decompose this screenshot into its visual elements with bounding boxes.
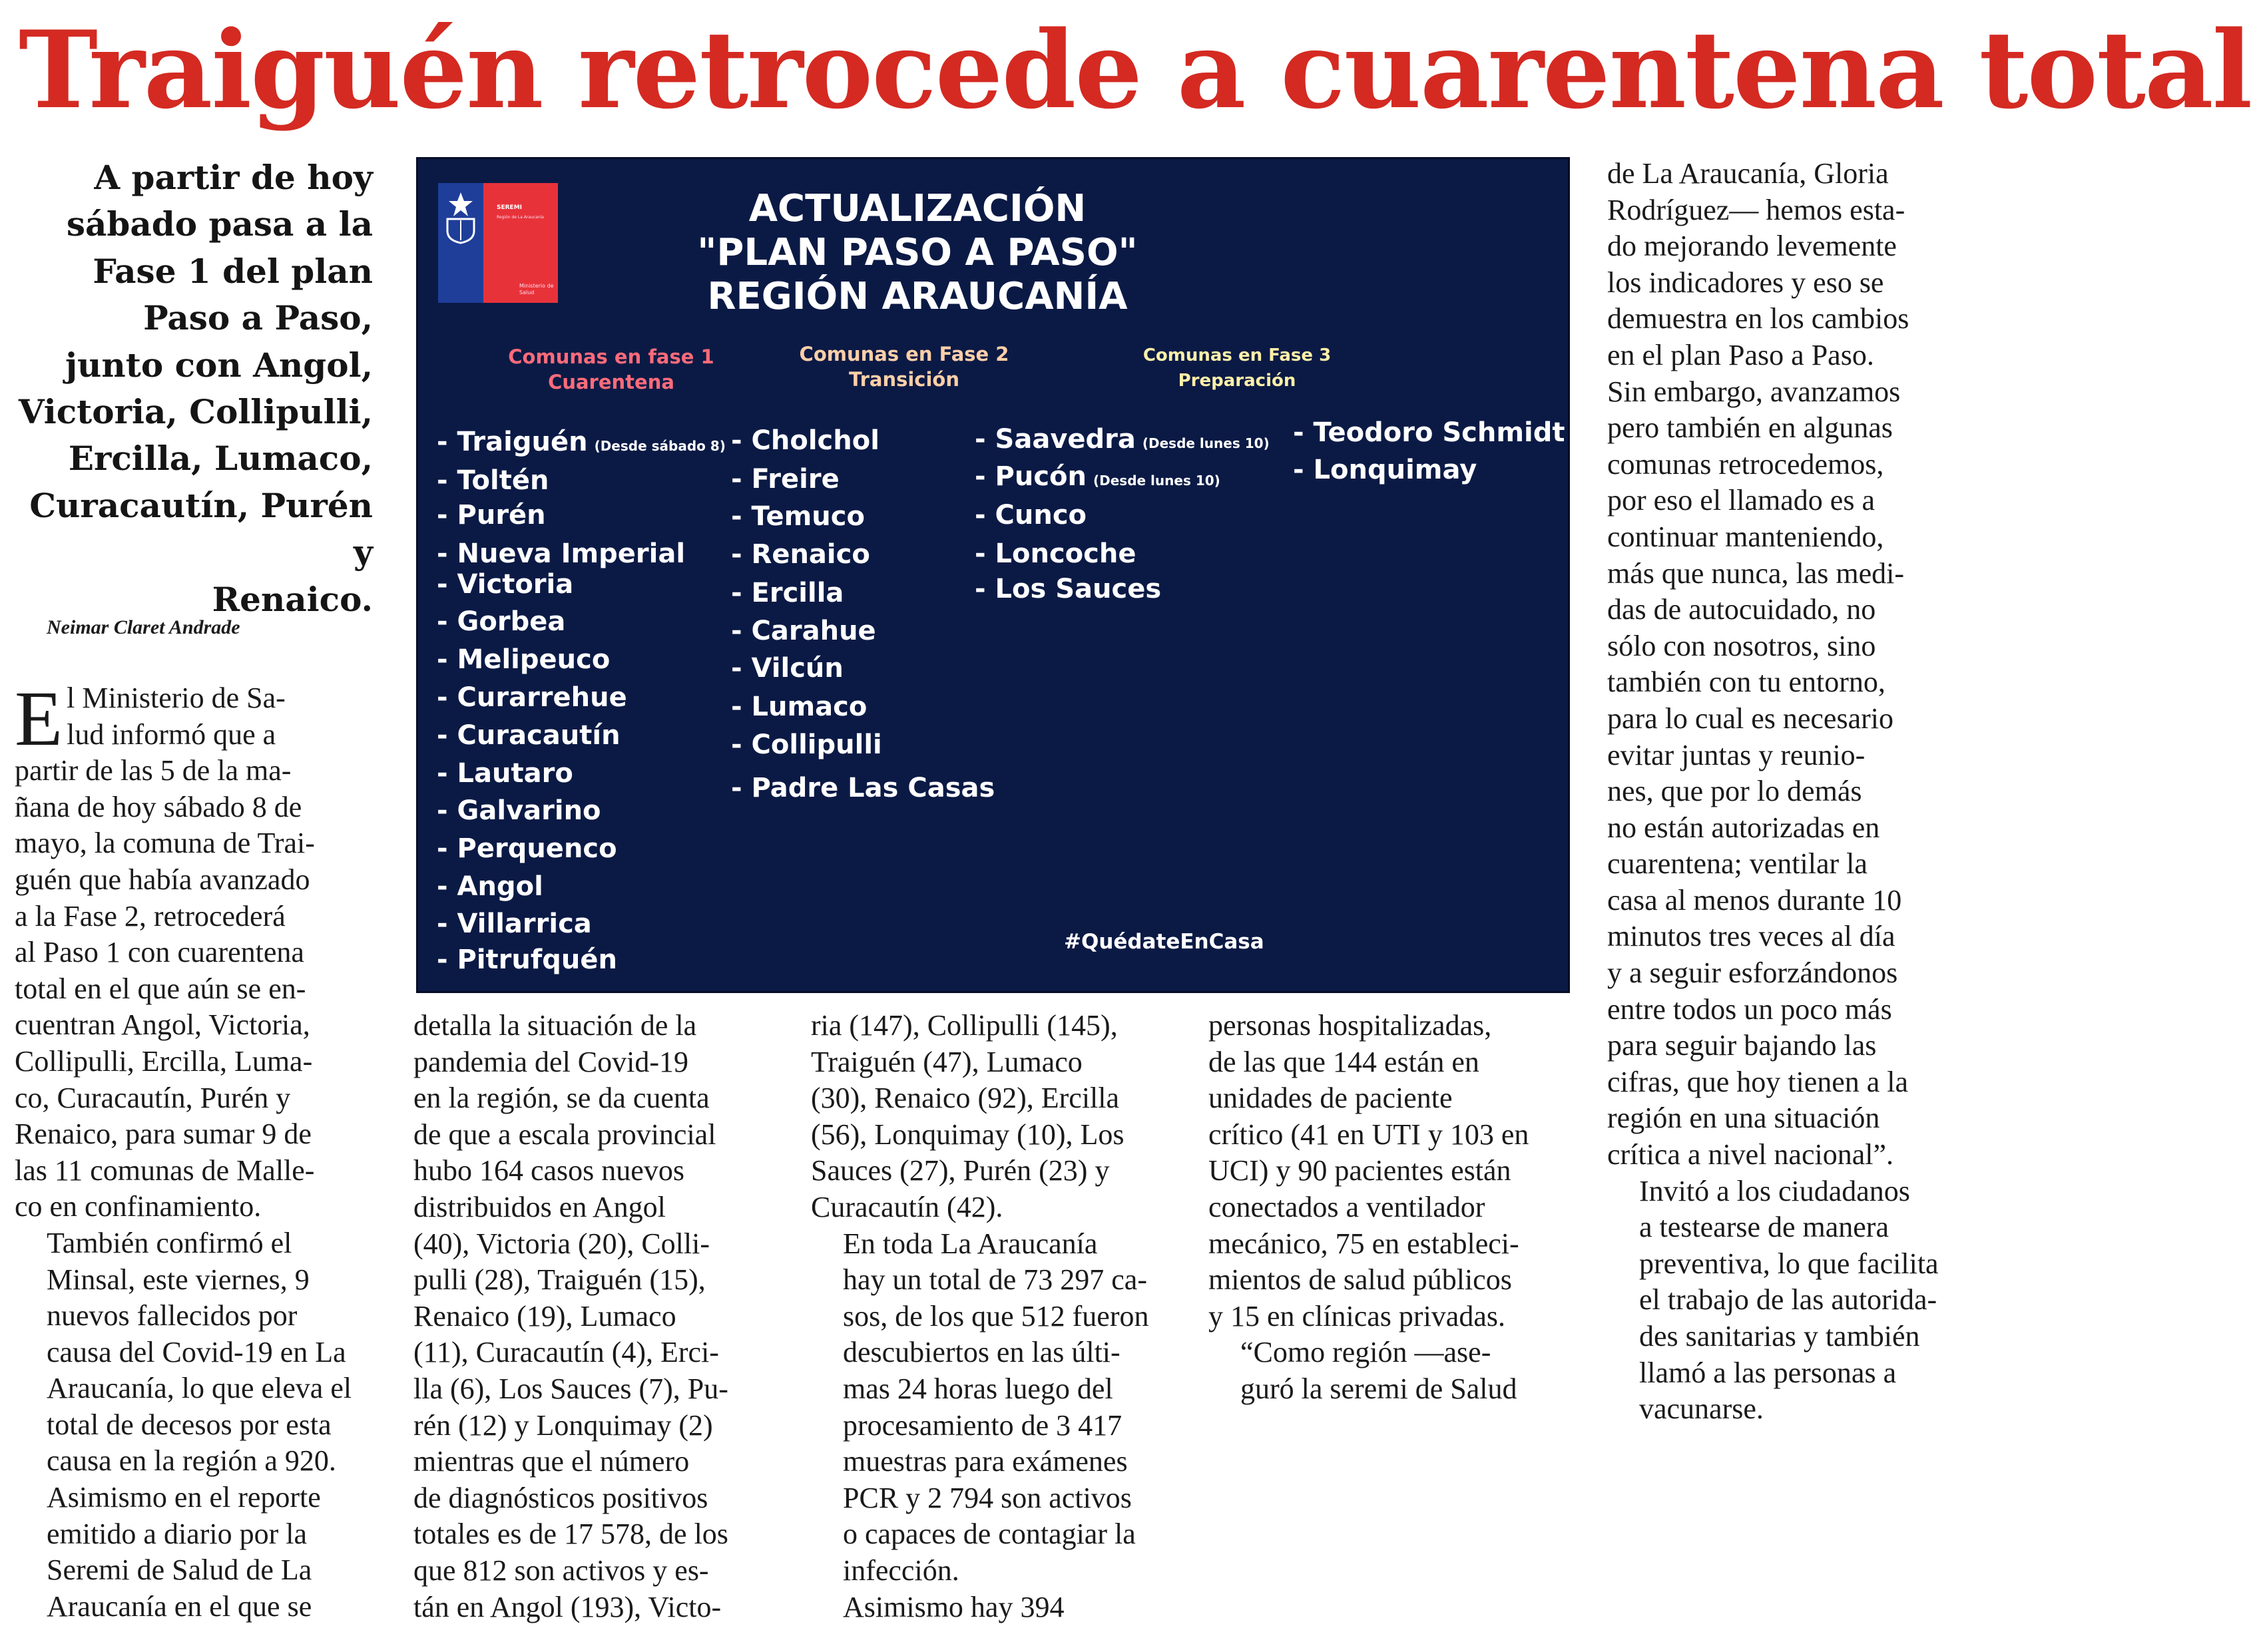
text-line: Seremi de Salud de La [47, 1553, 312, 1587]
paragraph [413, 1008, 786, 1625]
commune-item [731, 653, 844, 684]
deck-line: Fase 1 del plan [93, 251, 373, 291]
logo-region: Región de La Araucanía [497, 215, 544, 220]
text-line: conectados a ventilador [1208, 1190, 1485, 1223]
text-line: entre todos un poco más [1607, 992, 1892, 1026]
text-line: de La Araucanía, Gloria [1607, 157, 1889, 190]
commune-name: - Curarrehue [437, 682, 627, 713]
text-line: región en una situación [1607, 1102, 1880, 1135]
paragraph [811, 1589, 1184, 1626]
commune-name: - Loncoche [975, 538, 1136, 569]
text-line: minutos tres veces al día [1607, 920, 1895, 953]
text-line: comunas retrocedemos, [1607, 447, 1884, 481]
paragraph [1607, 156, 1980, 1173]
text-line: lla (6), Los Sauces (7), Pu- [413, 1372, 728, 1405]
text-line: a testearse de manera [1639, 1211, 1889, 1244]
text-line: sólo con nosotros, sino [1607, 629, 1876, 662]
text-line: para seguir bajando las [1607, 1029, 1877, 1062]
commune-item [437, 682, 627, 713]
coat-of-arms-icon [443, 216, 478, 244]
text-line: de que a escala provincial [413, 1118, 716, 1151]
text-line: personas hospitalizadas, [1208, 1009, 1492, 1042]
column-1 [15, 675, 374, 1625]
commune-name: - Ercilla [731, 578, 844, 608]
text-line: ñana de hoy sábado 8 de [15, 790, 302, 823]
deck-line: sábado pasa a la [66, 204, 373, 244]
commune-item [437, 500, 546, 530]
text-line: también con tu entorno, [1607, 666, 1885, 699]
text-line: Invitó a los ciudadanos [1639, 1174, 1910, 1207]
paragraph [15, 1225, 374, 1480]
title-line: REGIÓN ARAUCANÍA [707, 275, 1128, 318]
commune-item [437, 909, 592, 939]
text-line: (56), Lonquimay (10), Los [811, 1118, 1125, 1151]
text-line: cuarentena; ventilar la [1607, 847, 1868, 881]
paragraph [15, 1480, 374, 1625]
text-line: mas 24 horas luego del [843, 1372, 1113, 1405]
text-line: ria (147), Collipulli (145), [811, 1009, 1118, 1042]
text-line: Collipulli, Ercilla, Luma- [15, 1044, 313, 1078]
text-line: hay un total de 73 297 ca- [843, 1263, 1147, 1297]
column-2 [413, 1008, 786, 1625]
commune-item [437, 833, 617, 864]
commune-item [437, 538, 685, 569]
text-line: el trabajo de las autorida- [1639, 1283, 1937, 1317]
heading-line: Comunas en fase 1 [508, 345, 714, 368]
commune-name: - Saavedra [975, 424, 1136, 455]
deck-line: Victoria, Collipulli, [18, 392, 373, 432]
text-line: Araucanía, lo que eleva el [47, 1372, 352, 1405]
text-line: co en confinamiento. [15, 1190, 262, 1223]
text-line: sos, de los que 512 fueron [843, 1299, 1149, 1333]
commune-name: - Pucón [975, 461, 1087, 492]
commune-note: (Desde sábado 8) [594, 438, 726, 454]
commune-item [437, 758, 573, 789]
deck-line: Paso a Paso, [143, 298, 373, 338]
commune-name: - Vilcún [731, 653, 844, 684]
commune-item [975, 538, 1136, 569]
phase-2-heading [738, 341, 1071, 392]
commune-item [437, 795, 601, 826]
commune-name: - Temuco [731, 501, 865, 532]
text-line: (40), Victoria (20), Colli- [413, 1227, 710, 1260]
text-line: nuevos fallecidos por [47, 1299, 298, 1333]
text-line: en el plan Paso a Paso. [1607, 338, 1874, 371]
text-line: pulli (28), Traiguén (15), [413, 1263, 706, 1297]
commune-name: - Curacautín [437, 720, 621, 751]
text-line: emitido a diario por la [47, 1517, 307, 1550]
text-line: vacunarse. [1639, 1392, 1764, 1426]
phase-1-heading [471, 344, 751, 395]
text-line: nes, que por lo demás [1607, 775, 1862, 808]
commune-name: - Perquenco [437, 833, 617, 864]
text-line: muestras para exámenes [843, 1445, 1128, 1478]
heading-line: Comunas en Fase 2 [799, 343, 1009, 365]
text-line: evitar juntas y reunio- [1607, 738, 1866, 771]
text-line: preventiva, lo que facilita [1639, 1247, 1939, 1280]
paragraph [1607, 1173, 1980, 1428]
commune-name: - Melipeuco [437, 644, 611, 675]
commune-name: - Lonquimay [1293, 455, 1477, 485]
text-line: des sanitarias y también [1639, 1320, 1920, 1352]
text-line: cifras, que hoy tienen a la [1607, 1065, 1909, 1098]
commune-name: - Lautaro [437, 758, 573, 789]
commune-item [437, 569, 573, 600]
column-3 [811, 1008, 1184, 1625]
text-line: guén que había avanzado [15, 863, 310, 896]
text-line: Sauces (27), Purén (23) y [811, 1154, 1110, 1187]
text-line: do mejorando levemente [1607, 230, 1897, 263]
commune-item [437, 644, 610, 675]
commune-item [437, 720, 621, 751]
text-line: co, Curacautín, Purén y [15, 1081, 291, 1114]
text-line: distribuidos en Angol [413, 1190, 666, 1223]
infographic [416, 157, 1570, 993]
text-line: Sin embargo, avanzamos [1607, 375, 1901, 408]
text-line: En toda La Araucanía [843, 1227, 1098, 1260]
commune-name: - Angol [437, 871, 543, 902]
drop-cap: E [15, 675, 63, 762]
commune-item [975, 500, 1087, 530]
commune-note: (Desde lunes 10) [1142, 435, 1270, 451]
commune-name: - Cunco [975, 500, 1087, 530]
deck [13, 154, 373, 623]
commune-item [731, 425, 879, 456]
seremi-logo [438, 183, 558, 303]
title-line: "PLAN PASO A PASO" [697, 231, 1138, 274]
text-line: total de decesos por esta [47, 1408, 332, 1441]
text-line: pero también en algunas [1607, 411, 1893, 445]
text-line: continuar manteniendo, [1607, 520, 1884, 553]
commune-item [731, 692, 867, 722]
text-line: demuestra en los cambios [1607, 302, 1909, 335]
text-line: También confirmó el [47, 1226, 292, 1259]
commune-name: - Victoria [437, 569, 574, 600]
commune-item [975, 424, 1270, 455]
text-line: (11), Curacautín (4), Erci- [413, 1336, 719, 1369]
text-line: Asimismo en el reporte [47, 1481, 321, 1514]
commune-item [731, 501, 865, 532]
deck-line: Ercilla, Lumaco, [68, 439, 373, 479]
commune-name: - Galvarino [437, 795, 601, 826]
commune-name: - Padre Las Casas [731, 773, 995, 803]
paragraph [811, 1226, 1184, 1589]
text-line: (30), Renaico (92), Ercilla [811, 1082, 1120, 1115]
deck-line: Curacautín, Purén y [29, 485, 373, 572]
text-line: rén (12) y Lonquimay (2) [413, 1408, 713, 1442]
text-line: de diagnósticos positivos [413, 1481, 708, 1514]
text-line: y a seguir esforzándonos [1607, 956, 1898, 990]
infographic-title [585, 187, 1250, 319]
text-line: l Ministerio de Sa- [67, 682, 286, 714]
title-line: ACTUALIZACIÓN [748, 187, 1087, 230]
text-line: mayo, la comuna de Trai- [15, 827, 315, 860]
text-line: cuentran Angol, Victoria, [15, 1008, 310, 1042]
column-4 [1208, 1008, 1581, 1408]
text-line: no están autorizadas en [1607, 811, 1880, 844]
paragraph [811, 1008, 1184, 1226]
text-line: lud informó que a [67, 718, 276, 751]
text-line: en la región, se da cuenta [413, 1082, 710, 1115]
phase-3-heading [1084, 343, 1390, 393]
commune-name: - Gorbea [437, 606, 566, 637]
commune-name: - Freire [731, 464, 840, 495]
text-line: guró la seremi de Salud [1240, 1372, 1517, 1405]
text-line: PCR y 2 794 son activos [843, 1481, 1132, 1514]
text-line: Traiguén (47), Lumaco [811, 1045, 1083, 1078]
heading-line: Transición [848, 368, 959, 391]
commune-item [975, 461, 1220, 492]
text-line: las 11 comunas de Malle- [15, 1153, 315, 1187]
deck-line: Renaico. [212, 579, 373, 619]
commune-item [731, 539, 870, 570]
commune-item [731, 729, 882, 760]
text-line: Curacautín (42). [811, 1190, 1003, 1223]
heading-line: Cuarentena [548, 371, 674, 393]
commune-name: - Villarrica [437, 909, 592, 939]
text-line: das de autocuidado, no [1607, 593, 1876, 626]
text-line: mientras que el número [413, 1445, 690, 1478]
text-line: procesamiento de 3 417 [843, 1408, 1123, 1442]
paragraph [1208, 1008, 1581, 1335]
text-line: que 812 son activos y es- [413, 1553, 709, 1587]
commune-name: - Traiguén [437, 427, 588, 457]
commune-item [731, 616, 876, 646]
commune-name: - Cholchol [731, 425, 879, 456]
logo-ministry: Ministerio de Salud [519, 283, 554, 296]
text-line: casa al menos durante 10 [1607, 883, 1902, 917]
commune-name: - Carahue [731, 616, 876, 646]
deck-line: A partir de hoy [94, 158, 373, 197]
commune-item [731, 773, 995, 803]
text-line: crítico (41 en UTI y 103 en [1208, 1118, 1529, 1151]
deck-line: junto con Angol, [65, 345, 373, 385]
text-line: infección. [843, 1553, 959, 1587]
text-line: Asimismo hay 394 [843, 1590, 1065, 1623]
text-line: Renaico (19), Lumaco [413, 1299, 676, 1333]
commune-name: - Lumaco [731, 692, 868, 722]
text-line: a la Fase 2, retrocederá [15, 899, 286, 932]
commune-item [975, 574, 1161, 604]
text-line: totales es de 17 578, de los [413, 1518, 728, 1551]
column-5 [1607, 156, 1980, 1428]
commune-item [437, 944, 617, 975]
commune-name: - Los Sauces [975, 574, 1162, 604]
text-line: Minsal, este viernes, 9 [47, 1263, 310, 1296]
text-line: partir de las 5 de la ma- [15, 754, 292, 787]
commune-item [437, 465, 549, 496]
text-line: “Como región —ase- [1240, 1336, 1491, 1369]
logo-title: SEREMI [497, 204, 523, 211]
text-line: para lo cual es necesario [1607, 702, 1893, 735]
text-line: más que nunca, las medi- [1607, 556, 1904, 590]
text-line: causa del Covid-19 en La [47, 1335, 346, 1368]
text-line: mecánico, 75 en estableci- [1208, 1227, 1519, 1260]
commune-name: - Purén [437, 500, 546, 530]
text-line: Araucanía en el que se [47, 1589, 312, 1623]
text-line: al Paso 1 con cuarentena [15, 936, 304, 969]
commune-name: - Pitrufquén [437, 944, 617, 975]
commune-name: - Teodoro Schmidt [1293, 417, 1565, 448]
commune-item [1293, 417, 1565, 448]
commune-name: - Toltén [437, 465, 549, 496]
text-line: UCI) y 90 pacientes están [1208, 1154, 1511, 1187]
text-line: tán en Angol (193), Victo- [413, 1590, 722, 1623]
text-line: los indicadores y eso se [1607, 266, 1884, 299]
commune-note: (Desde lunes 10) [1093, 473, 1220, 489]
text-line: descubiertos en las últi- [843, 1336, 1121, 1369]
hashtag: #QuédateEnCasa [1064, 930, 1264, 954]
text-line: unidades de paciente [1208, 1082, 1453, 1115]
paragraph [15, 675, 374, 1225]
heading-line: Preparación [1178, 371, 1296, 391]
text-line: pandemia del Covid-19 [413, 1045, 689, 1078]
text-line: de las que 144 están en [1208, 1045, 1479, 1078]
text-line: hubo 164 casos nuevos [413, 1154, 684, 1187]
text-line: Rodríguez— hemos esta- [1607, 193, 1905, 226]
commune-name: - Renaico [731, 539, 870, 570]
commune-item [437, 871, 543, 902]
text-line: detalla la situación de la [413, 1009, 697, 1042]
commune-name: - Collipulli [731, 729, 882, 760]
commune-item [437, 606, 565, 637]
star-icon [447, 191, 474, 218]
text-line: llamó a las personas a [1639, 1356, 1897, 1389]
commune-item [437, 427, 726, 457]
text-line: o capaces de contagiar la [843, 1518, 1136, 1551]
commune-item [1293, 455, 1477, 485]
text-line: crítica a nivel nacional”. [1607, 1138, 1893, 1171]
text-line: Renaico, para sumar 9 de [15, 1118, 312, 1151]
commune-name: - Nueva Imperial [437, 538, 686, 569]
text-line: y 15 en clínicas privadas. [1208, 1299, 1505, 1333]
byline: Neimar Claret Andrade [47, 616, 240, 638]
paragraph [1208, 1335, 1581, 1407]
text-line: causa en la región a 920. [47, 1444, 336, 1478]
text-line: total en el que aún se en- [15, 972, 306, 1005]
commune-item [731, 464, 840, 495]
heading-line: Comunas en Fase 3 [1142, 345, 1332, 365]
commune-item [731, 578, 844, 608]
text-line: mientos de salud públicos [1208, 1263, 1512, 1297]
headline: Traiguén retrocede a cuarentena total [19, 7, 2251, 132]
text-line: por eso el llamado es a [1607, 484, 1875, 517]
